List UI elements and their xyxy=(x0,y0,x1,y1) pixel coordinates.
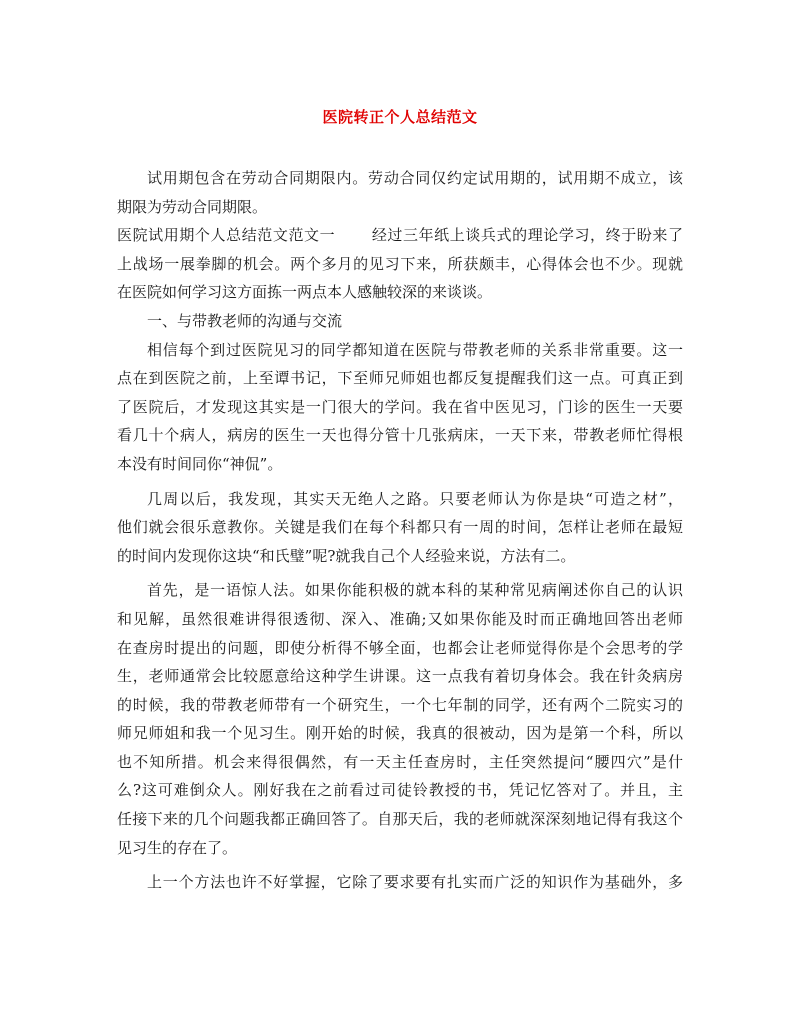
text-line: 生，老师通常会比较愿意给这种学生讲课。这一点我有着切身体会。我在针灸病房 xyxy=(117,667,683,686)
text-line: 见习生的存在了。 xyxy=(117,838,238,857)
document-body xyxy=(117,164,683,897)
text-line: 试用期包含在劳动合同期限内。劳动合同仅约定试用期的，试用期不成立，该 xyxy=(147,169,683,187)
text-line: 几周以后，我发现，其实天无绝人之路。只要老师认为你是块“可造之材”， xyxy=(147,489,683,508)
text-line: 在查房时提出的问题，即使分析得不够全面，也都会让老师觉得你是个会思考的学 xyxy=(117,638,683,657)
document-title: 医院转正个人总结范文 xyxy=(322,108,478,126)
text-line: 相信每个到过医院见习的同学都知道在医院与带教老师的关系非常重要。这一 xyxy=(147,340,683,359)
text-line: 师兄师姐和我一个见习生。刚开始的时候，我真的很被动，因为是第一个科，所以 xyxy=(117,724,683,743)
subsection-heading: 一、与带教老师的沟通与交流 xyxy=(147,311,343,330)
text-line: 和见解，虽然很难讲得很透彻、深入、准确;又如果你能及时而正确地回答出老师 xyxy=(117,609,683,628)
text-line: 么?这可难倒众人。刚好我在之前看过司徒铃教授的书，凭记忆答对了。并且，主 xyxy=(117,781,683,800)
text-line: 点在到医院之前，上至谭书记，下至师兄师姐也都反复提醒我们这一点。可真正到 xyxy=(117,369,683,388)
text-line: 本没有时间同你“神侃”。 xyxy=(117,454,283,473)
text-line xyxy=(117,221,683,250)
text-line: 也不知所措。机会来得很偶然，有一天主任查房时，主任突然提问“腰四穴”是什 xyxy=(117,752,683,771)
text-line: 看几十个病人，病房的医生一天也得分管十几张病床，一天下来，带教老师忙得根 xyxy=(117,426,683,445)
text-line: 期限为劳动合同期限。 xyxy=(117,197,268,216)
text-line: 任接下来的几个问题我都正确回答了。自那天后，我的老师就深深刻地记得有我这个 xyxy=(117,810,683,829)
text-fragment: 经过三年纸上谈兵式的理论学习，终于盼来了 xyxy=(371,226,683,245)
text-line: 的时间内发现你这块“和氏璧”呢?就我自己个人经验来说，方法有二。 xyxy=(117,546,576,565)
section-heading: 医院试用期个人总结范文范文一 xyxy=(117,226,336,245)
text-line: 上战场一展拳脚的机会。两个多月的见习下来，所获颇丰，心得体会也不少。现就 xyxy=(117,254,683,273)
text-line: 的时候，我的带教老师带有一个研究生，一个七年制的同学，还有两个二院实习的 xyxy=(117,695,683,714)
text-line: 在医院如何学习这方面拣一两点本人感触较深的来谈谈。 xyxy=(117,283,493,302)
text-line: 上一个方法也许不好掌握，它除了要求要有扎实而广泛的知识作为基础外，多 xyxy=(147,873,683,892)
text-line: 他们就会很乐意教你。关键是我们在每个科都只有一周的时间，怎样让老师在最短 xyxy=(117,518,683,537)
text-line: 首先，是一语惊人法。如果你能积极的就本科的某种常见病阐述你自己的认识 xyxy=(147,581,683,600)
text-line: 了医院后，才发现这其实是一门很大的学问。我在省中医见习，门诊的医生一天要 xyxy=(117,397,683,416)
